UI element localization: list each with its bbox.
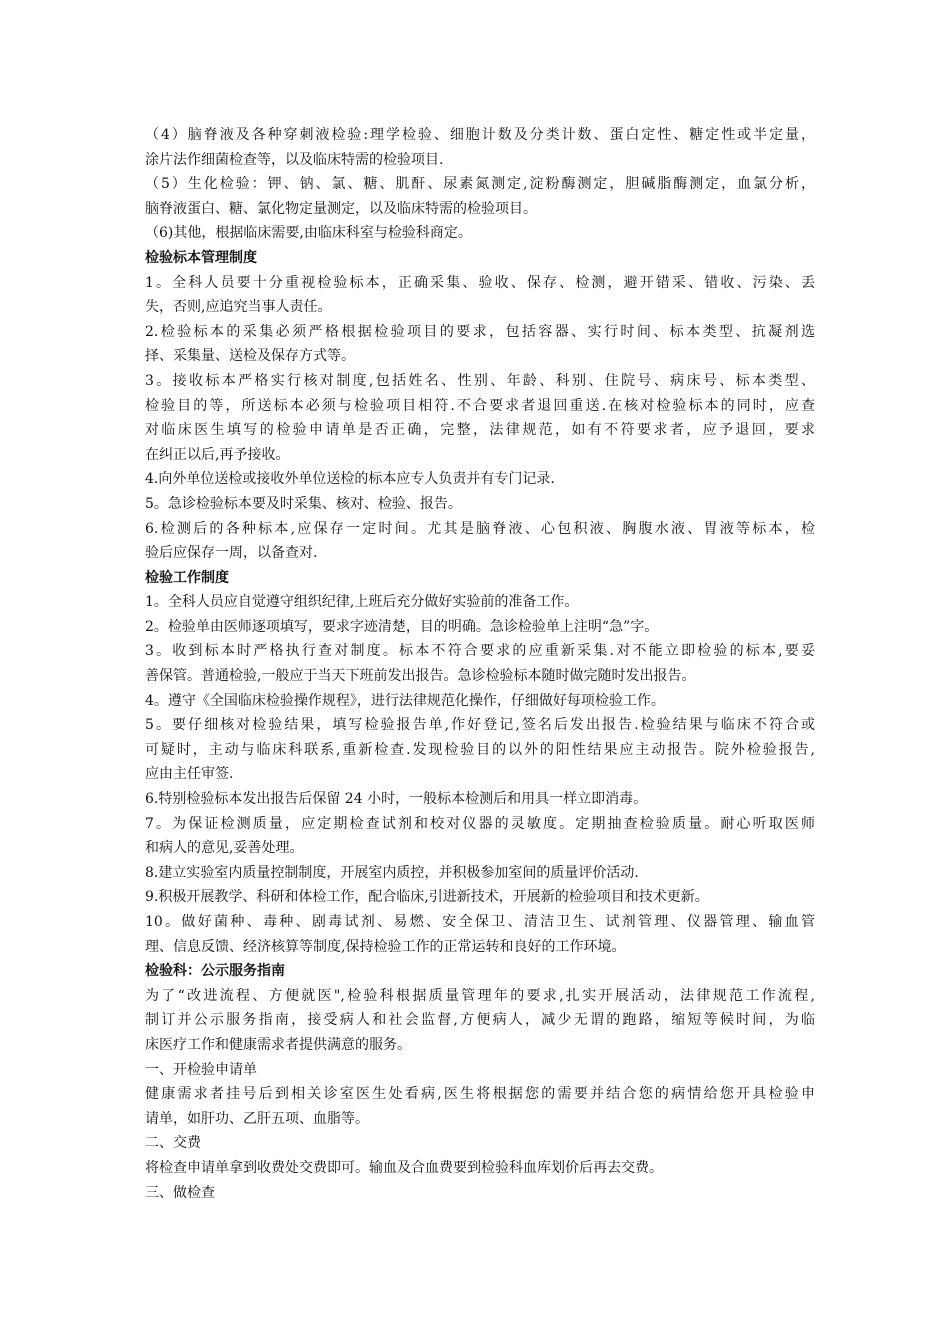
text-line: 4。遵守《全国临床检验操作规程》，进行法律规范化操作，仔细做好每项检验工作。 (145, 692, 665, 709)
text-line: 验后应保存一周，以备查对. (145, 545, 318, 562)
text-line: 床医疗工作和健康需求者提供满意的服务。 (145, 1036, 411, 1053)
text-line: 检验目的等，所送标本必须与检验项目相符.不合要求者退回重送.在核对检验标本的同时，应查 (145, 397, 815, 414)
text-line: 二、交费 (145, 1135, 201, 1152)
section-heading: 检验工作制度 (145, 569, 229, 586)
text-line: 在纠正以后,再予接收。 (145, 446, 290, 463)
text-line: 5。急诊检验标本要及时采集、核对、检验、报告。 (145, 495, 462, 512)
text-line: 8.建立实验室内质量控制制度，开展室内质控，并积极参加室间的质量评价活动. (145, 864, 639, 881)
section-heading: 检验科：公示服务指南 (145, 963, 285, 980)
text-line: 将检查申请单拿到收费处交费即可。输血及合血费要到检验科血库划价后再去交费。 (145, 1159, 663, 1176)
text-line: 10。做好菌种、毒种、剧毒试剂、易燃、安全保卫、清洁卫生、试剂管理、仪器管理、输血管 (145, 914, 815, 930)
text-line: （4）脑脊液及各种穿刺液检验:理学检验、细胞计数及分类计数、蛋白定性、糖定性或半定量， (145, 127, 815, 143)
text-line: （5）生化检验：钾、钠、氯、糖、肌酐、尿素氮测定,淀粉酶测定，胆碱脂酶测定，血氯分析， (145, 176, 815, 193)
text-line: 6.特别检验标本发出报告后保留 24 小时，一般标本检测后和用具一样立即消毒。 (145, 791, 648, 808)
text-line: （6)其他，根据临床需要,由临床科室与检验科商定。 (145, 225, 472, 242)
text-line: 涂片法作细菌检查等，以及临床特需的检验项目. (145, 151, 444, 168)
text-line: 可疑时，主动与临床科联系,重新检查.发现检验目的以外的阳性结果应主动报告。院外检验报告, (145, 741, 815, 758)
text-line: 2。检验单由医师逐项填写，要求字迹清楚，目的明确。急诊检验单上注明“急”字。 (145, 618, 659, 635)
text-line: 健康需求者挂号后到相关诊室医生处看病,医生将根据您的需要并结合您的病情给您开具检验申 (145, 1086, 815, 1103)
text-line: 6.检测后的各种标本,应保存一定时间。尤其是脑脊液、心包积液、胸腹水液、胃液等标本，检 (145, 520, 815, 537)
text-line: 对临床医生填写的检验申请单是否正确，完整，法律规范，如有不符要求者，应予退回，要求 (145, 422, 815, 439)
text-line: 3。接收标本严格实行核对制度,包括姓名、性别、年龄、科别、住院号、病床号、标本类型、 (145, 372, 815, 389)
text-line: 为了“改进流程、方便就医",检验科根据质量管理年的要求,扎实开展活动，法律规范工作流程, (145, 987, 815, 1004)
text-line: 一、开检验申请单 (145, 1061, 257, 1078)
text-line: 请单，如肝功、乙肝五项、血脂等。 (145, 1110, 369, 1127)
text-line: 2.检验标本的采集必须严格根据检验项目的要求，包括容器、实行时间、标本类型、抗凝剂选 (145, 323, 815, 340)
text-line: 脑脊液蛋白、糖、氯化物定量测定，以及临床特需的检验项目。 (145, 200, 537, 217)
text-line: 7。为保证检测质量，应定期检查试剂和校对仪器的灵敏度。定期抽查检验质量。耐心听取医师 (145, 815, 815, 832)
text-line: 1。全科人员要十分重视检验标本，正确采集、验收、保存、检测，避开错采、错收、污染、丢 (145, 274, 815, 291)
text-line: 善保管。普通检验,一般应于当天下班前发出报告。急诊检验标本随时做完随时发出报告。 (145, 668, 696, 685)
text-line: 4.向外单位送检或接收外单位送检的标本应专人负责并有专门记录. (145, 471, 555, 488)
text-line: 和病人的意见,妥善处理。 (145, 840, 304, 857)
text-line: 9.积极开展教学、科研和体检工作，配合临床,引进新技术，开展新的检验项目和技术更新。 (145, 889, 709, 906)
text-line: 三、做检查 (145, 1184, 215, 1201)
text-line: 应由主任审签. (145, 766, 234, 783)
text-line: 1。全科人员应自觉遵守组织纪律,上班后充分做好实验前的准备工作。 (145, 594, 579, 611)
text-line: 5。要仔细核对检验结果，填写检验报告单,作好登记,签名后发出报告.检验结果与临床不符合或 (145, 717, 815, 734)
text-line: 制订并公示服务指南，接受病人和社会监督,方便病人，减少无谓的跑路，缩短等候时间，为临 (145, 1012, 815, 1029)
text-line: 择、采集量、送检及保存方式等。 (145, 348, 355, 365)
document-page (145, 123, 815, 1205)
section-heading: 检验标本管理制度 (145, 249, 257, 266)
text-line: 3。收到标本时严格执行查对制度。标本不符合要求的应重新采集.对不能立即检验的标本,要妥 (145, 643, 815, 660)
text-line: 理、信息反馈、经济核算等制度,保持检验工作的正常运转和良好的工作环境。 (145, 938, 626, 955)
text-line: 失，否则,应追究当事人责任。 (145, 299, 332, 316)
